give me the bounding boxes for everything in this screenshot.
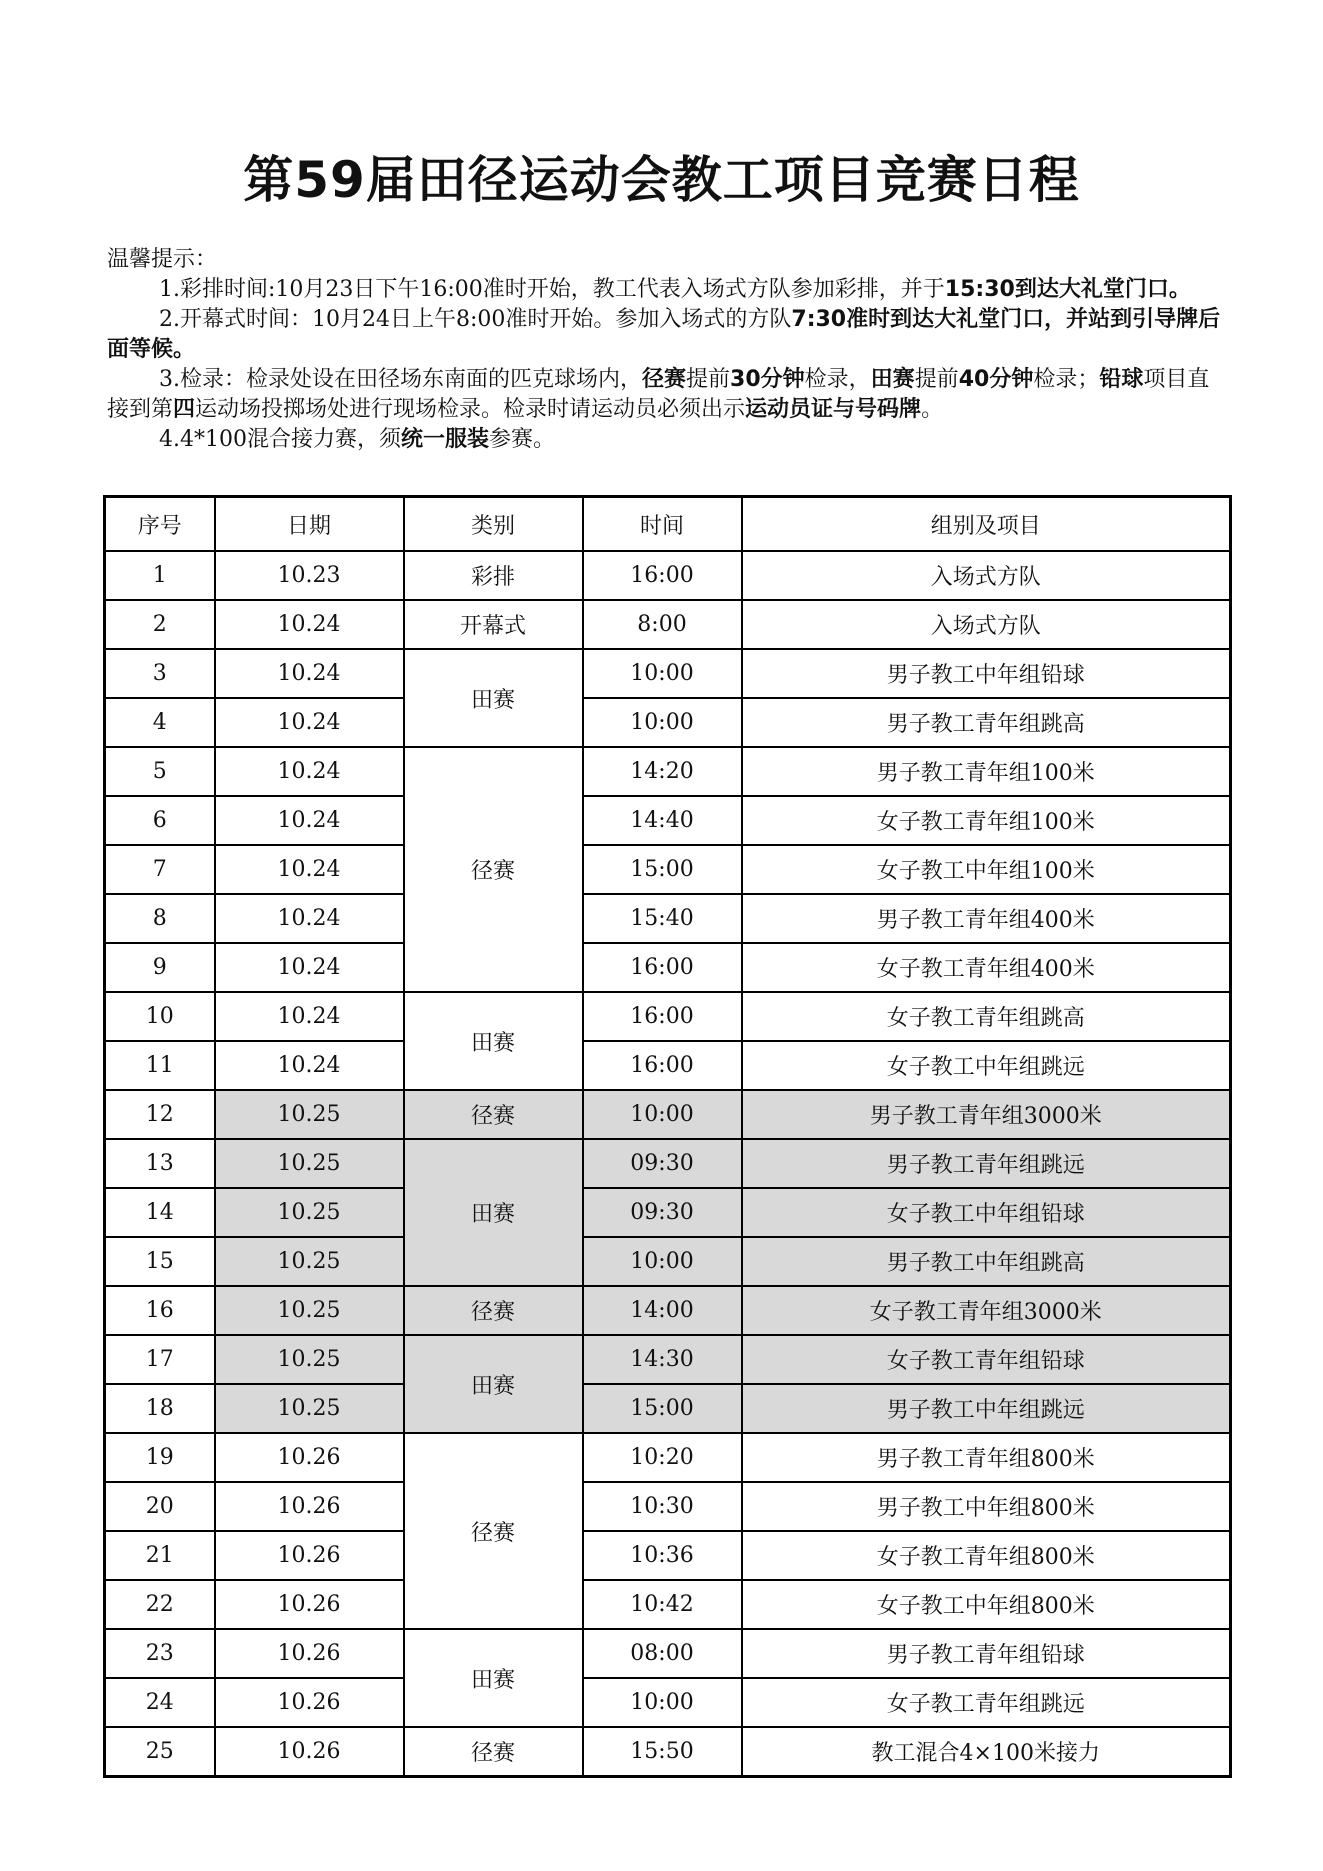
table-row — [105, 1727, 1231, 1777]
row-time: 09:30 — [583, 1188, 742, 1237]
row-event: 入场式方队 — [742, 551, 1231, 600]
row-no: 13 — [105, 1139, 215, 1188]
note-3: 3.检录：检录处设在田径场东南面的匹克球场内，径赛提前30分钟检录，田赛提前40分钟检录；铅球项目直接到第四运动场投掷场处进行现场检录。检录时请运动员必须出示运动员证与号码牌。 — [107, 367, 1210, 422]
row-time: 14:30 — [583, 1335, 742, 1384]
row-category: 径赛 — [404, 1727, 583, 1777]
table-header-row — [105, 497, 1231, 552]
page-title: 第59届田径运动会教工项目竞赛日程 — [243, 151, 1080, 209]
table-row — [105, 992, 1231, 1041]
table-row — [105, 845, 1231, 894]
row-time: 10:00 — [583, 1090, 742, 1139]
row-no: 9 — [105, 943, 215, 992]
row-date: 10.24 — [215, 600, 404, 649]
row-event: 男子教工中年组800米 — [742, 1482, 1231, 1531]
row-event: 女子教工青年组跳高 — [742, 992, 1231, 1041]
table-row — [105, 649, 1231, 698]
row-time: 15:50 — [583, 1727, 742, 1777]
row-time: 15:00 — [583, 1384, 742, 1433]
table-row — [105, 1580, 1231, 1629]
note-4: 4.4*100混合接力赛，须统一服装参赛。 — [159, 427, 556, 452]
row-no: 24 — [105, 1678, 215, 1727]
row-no: 21 — [105, 1531, 215, 1580]
row-date: 10.24 — [215, 1041, 404, 1090]
row-no: 4 — [105, 698, 215, 747]
row-event: 男子教工中年组跳远 — [742, 1384, 1231, 1433]
row-category: 开幕式 — [404, 600, 583, 649]
row-event: 女子教工中年组跳远 — [742, 1041, 1231, 1090]
row-event: 男子教工中年组跳高 — [742, 1237, 1231, 1286]
table-row — [105, 796, 1231, 845]
row-event: 女子教工青年组100米 — [742, 796, 1231, 845]
row-no: 18 — [105, 1384, 215, 1433]
row-no: 3 — [105, 649, 215, 698]
row-event: 男子教工青年组400米 — [742, 894, 1231, 943]
row-no: 1 — [105, 551, 215, 600]
row-date: 10.26 — [215, 1678, 404, 1727]
row-no: 15 — [105, 1237, 215, 1286]
row-time: 10:36 — [583, 1531, 742, 1580]
row-time: 8:00 — [583, 600, 742, 649]
row-no: 5 — [105, 747, 215, 796]
row-event: 女子教工青年组铅球 — [742, 1335, 1231, 1384]
table-row — [105, 551, 1231, 600]
row-date: 10.23 — [215, 551, 404, 600]
row-date: 10.25 — [215, 1139, 404, 1188]
row-event: 女子教工青年组3000米 — [742, 1286, 1231, 1335]
row-event: 女子教工青年组跳远 — [742, 1678, 1231, 1727]
header-time: 时间 — [583, 497, 742, 552]
row-category: 径赛 — [404, 747, 583, 992]
row-time: 15:40 — [583, 894, 742, 943]
row-no: 10 — [105, 992, 215, 1041]
table-row — [105, 1629, 1231, 1678]
table-row — [105, 1384, 1231, 1433]
table-row — [105, 943, 1231, 992]
row-time: 16:00 — [583, 1041, 742, 1090]
note-2: 2.开幕式时间：10月24日上午8:00准时开始。参加入场式的方队7:30准时到达大礼堂门口，并站到引导牌后面等候。 — [107, 307, 1221, 362]
row-event: 男子教工青年组跳远 — [742, 1139, 1231, 1188]
row-date: 10.26 — [215, 1482, 404, 1531]
row-no: 11 — [105, 1041, 215, 1090]
row-time: 16:00 — [583, 551, 742, 600]
row-date: 10.25 — [215, 1188, 404, 1237]
row-no: 17 — [105, 1335, 215, 1384]
notes-heading: 温馨提示： — [107, 247, 218, 272]
table-row — [105, 1041, 1231, 1090]
row-no: 6 — [105, 796, 215, 845]
row-no: 23 — [105, 1629, 215, 1678]
row-date: 10.24 — [215, 649, 404, 698]
table-row — [105, 1531, 1231, 1580]
row-date: 10.24 — [215, 845, 404, 894]
row-event: 男子教工青年组跳高 — [742, 698, 1231, 747]
row-category: 田赛 — [404, 992, 583, 1090]
row-event: 女子教工中年组100米 — [742, 845, 1231, 894]
row-time: 16:00 — [583, 992, 742, 1041]
row-time: 10:42 — [583, 1580, 742, 1629]
table-row — [105, 1237, 1231, 1286]
row-date: 10.25 — [215, 1286, 404, 1335]
row-no: 12 — [105, 1090, 215, 1139]
row-date: 10.25 — [215, 1335, 404, 1384]
table-row — [105, 747, 1231, 796]
table-row — [105, 1335, 1231, 1384]
note-1: 1.彩排时间:10月23日下午16:00准时开始，教工代表入场式方队参加彩排，并于15:30到达大礼堂门口。 — [159, 277, 1191, 302]
table-row — [105, 1188, 1231, 1237]
table-row — [105, 1286, 1231, 1335]
row-time: 10:00 — [583, 698, 742, 747]
row-date: 10.24 — [215, 698, 404, 747]
row-date: 10.26 — [215, 1531, 404, 1580]
row-category: 田赛 — [404, 649, 583, 747]
row-date: 10.24 — [215, 894, 404, 943]
row-date: 10.24 — [215, 796, 404, 845]
header-event: 组别及项目 — [742, 497, 1231, 552]
table-row — [105, 894, 1231, 943]
row-no: 19 — [105, 1433, 215, 1482]
row-no: 25 — [105, 1727, 215, 1777]
row-date: 10.25 — [215, 1237, 404, 1286]
row-event: 男子教工青年组铅球 — [742, 1629, 1231, 1678]
row-no: 2 — [105, 600, 215, 649]
row-no: 22 — [105, 1580, 215, 1629]
row-no: 14 — [105, 1188, 215, 1237]
header-no: 序号 — [105, 497, 215, 552]
row-time: 10:30 — [583, 1482, 742, 1531]
notes-section — [107, 245, 1227, 455]
table-row — [105, 1678, 1231, 1727]
schedule-table — [103, 495, 1232, 1778]
row-event: 男子教工青年组800米 — [742, 1433, 1231, 1482]
row-event: 女子教工中年组铅球 — [742, 1188, 1231, 1237]
row-date: 10.26 — [215, 1580, 404, 1629]
row-time: 16:00 — [583, 943, 742, 992]
header-category: 类别 — [404, 497, 583, 552]
row-event: 女子教工青年组800米 — [742, 1531, 1231, 1580]
row-date: 10.25 — [215, 1384, 404, 1433]
row-category: 田赛 — [404, 1139, 583, 1286]
row-time: 14:00 — [583, 1286, 742, 1335]
row-time: 15:00 — [583, 845, 742, 894]
row-date: 10.25 — [215, 1090, 404, 1139]
row-date: 10.26 — [215, 1629, 404, 1678]
row-no: 16 — [105, 1286, 215, 1335]
row-time: 10:00 — [583, 1678, 742, 1727]
row-category: 径赛 — [404, 1090, 583, 1139]
row-date: 10.24 — [215, 992, 404, 1041]
row-time: 09:30 — [583, 1139, 742, 1188]
row-time: 08:00 — [583, 1629, 742, 1678]
row-date: 10.24 — [215, 943, 404, 992]
row-event: 男子教工中年组铅球 — [742, 649, 1231, 698]
table-row — [105, 1433, 1231, 1482]
table-row — [105, 1482, 1231, 1531]
row-time: 14:40 — [583, 796, 742, 845]
row-category: 径赛 — [404, 1286, 583, 1335]
row-time: 14:20 — [583, 747, 742, 796]
row-no: 8 — [105, 894, 215, 943]
row-category: 田赛 — [404, 1629, 583, 1727]
table-row — [105, 1090, 1231, 1139]
row-category: 径赛 — [404, 1433, 583, 1629]
header-date: 日期 — [215, 497, 404, 552]
row-time: 10:00 — [583, 1237, 742, 1286]
row-no: 20 — [105, 1482, 215, 1531]
table-row — [105, 1139, 1231, 1188]
row-category: 彩排 — [404, 551, 583, 600]
row-event: 女子教工青年组400米 — [742, 943, 1231, 992]
row-event: 女子教工中年组800米 — [742, 1580, 1231, 1629]
row-event: 男子教工青年组100米 — [742, 747, 1231, 796]
row-event: 入场式方队 — [742, 600, 1231, 649]
table-row — [105, 600, 1231, 649]
row-event: 教工混合4×100米接力 — [742, 1727, 1231, 1777]
row-date: 10.26 — [215, 1433, 404, 1482]
row-date: 10.26 — [215, 1727, 404, 1777]
table-row — [105, 698, 1231, 747]
row-time: 10:00 — [583, 649, 742, 698]
row-no: 7 — [105, 845, 215, 894]
row-category: 田赛 — [404, 1335, 583, 1433]
row-time: 10:20 — [583, 1433, 742, 1482]
row-date: 10.24 — [215, 747, 404, 796]
row-event: 男子教工青年组3000米 — [742, 1090, 1231, 1139]
